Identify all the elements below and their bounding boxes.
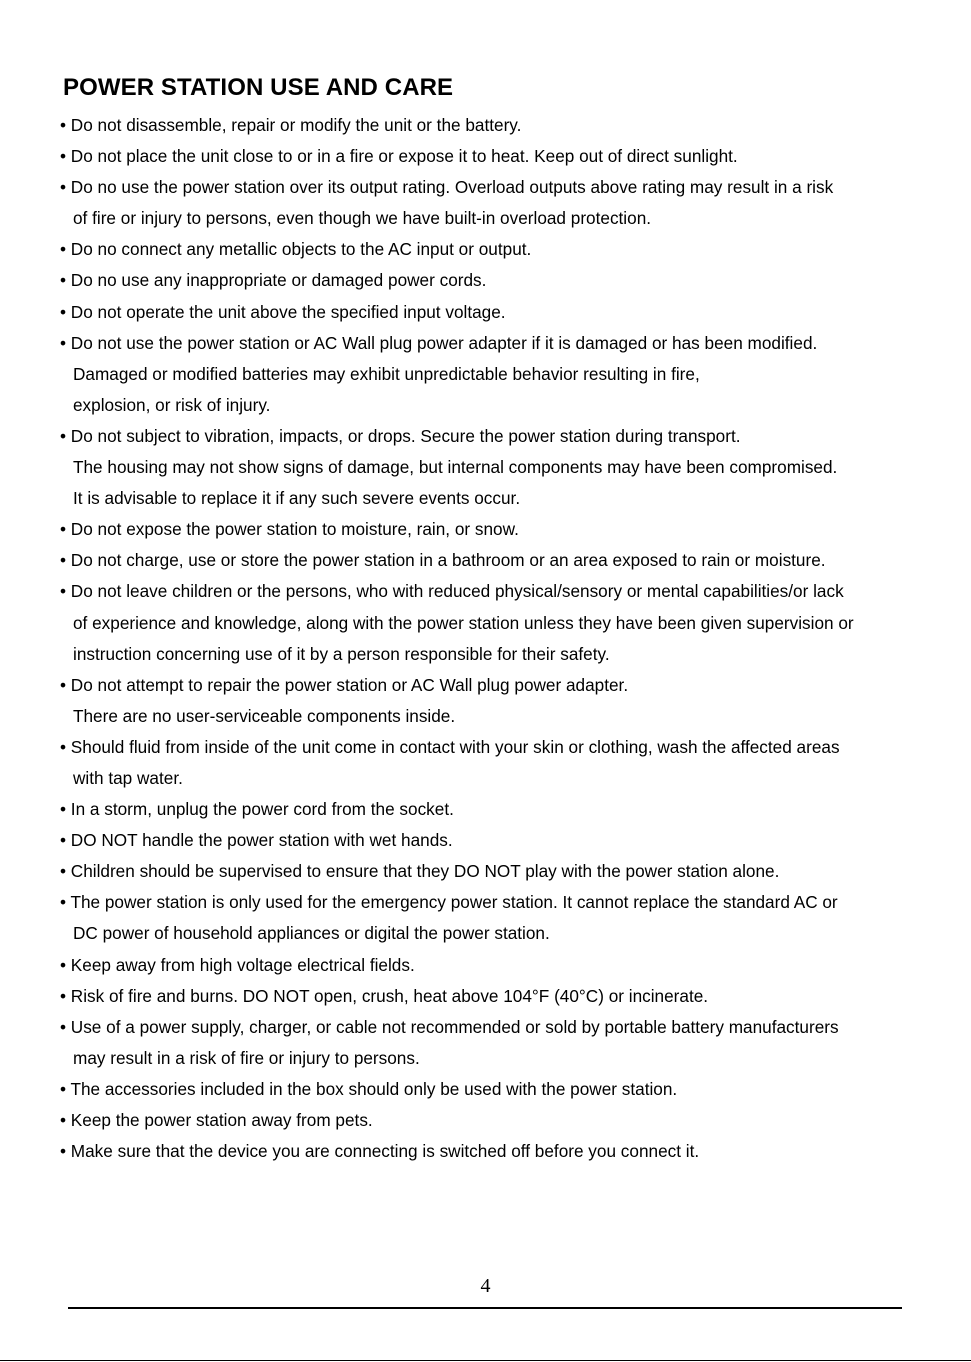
safety-instruction-item	[60, 1105, 945, 1136]
instruction-text: • Do not subject to vibration, impacts, or drops. Secure the power station during transport.	[60, 425, 741, 446]
instruction-text: • Do no connect any metallic objects to the AC input or output.	[60, 239, 532, 260]
instruction-text: • Do not place the unit close to or in a fire or expose it to heat. Keep out of direct sunlight.	[60, 146, 738, 167]
instruction-text: • Do not disassemble, repair or modify the unit or the battery.	[60, 115, 522, 135]
safety-instruction-item	[60, 1074, 945, 1105]
instruction-continuation-text: Damaged or modified batteries may exhibit unpredictable behavior resulting in fire,	[73, 363, 700, 384]
safety-instruction-item	[60, 110, 945, 141]
instruction-text: • Do not operate the unit above the specified input voltage.	[60, 301, 506, 322]
safety-instruction-item	[60, 328, 945, 421]
safety-instruction-item	[60, 265, 945, 296]
safety-instruction-item	[60, 825, 945, 856]
instruction-text: • The power station is only used for the emergency power station. It cannot replace the standard AC or	[60, 892, 838, 913]
safety-instruction-item	[60, 670, 945, 732]
safety-instruction-item	[60, 172, 945, 234]
safety-instruction-item	[60, 545, 945, 576]
page-bottom-edge	[0, 1360, 971, 1361]
instruction-text: • Do no use the power station over its output rating. Overload outputs above rating may result in a risk	[60, 177, 834, 198]
instruction-continuation-text: of fire or injury to persons, even though we have built-in overload protection.	[73, 208, 652, 229]
safety-instruction-item	[60, 234, 945, 265]
section-heading: POWER STATION USE AND CARE	[63, 74, 454, 101]
instruction-text: • Make sure that the device you are connecting is switched off before you connect it.	[60, 1141, 700, 1162]
instruction-text: • In a storm, unplug the power cord from the socket.	[60, 799, 454, 820]
footer-divider	[68, 1307, 902, 1309]
safety-instruction-item	[60, 887, 945, 949]
instruction-continuation-text: with tap water.	[73, 767, 183, 788]
safety-instruction-item	[60, 141, 945, 172]
safety-instruction-item	[60, 1012, 945, 1074]
safety-instruction-item	[60, 950, 945, 981]
instruction-text: • DO NOT handle the power station with wet hands.	[60, 830, 453, 851]
instruction-text: • Do not attempt to repair the power station or AC Wall plug power adapter.	[60, 674, 629, 695]
instruction-continuation-text: may result in a risk of fire or injury to persons.	[73, 1047, 420, 1068]
instruction-text: • Children should be supervised to ensure that they DO NOT play with the power station alone.	[60, 861, 780, 882]
instruction-text: • Keep away from high voltage electrical fields.	[60, 954, 415, 975]
instruction-text: • Do no use any inappropriate or damaged power cords.	[60, 270, 487, 291]
safety-instruction-item	[60, 576, 945, 669]
instruction-text: • Should fluid from inside of the unit come in contact with your skin or clothing, wash the affected areas	[60, 736, 840, 757]
page-number: 4	[480, 1275, 491, 1297]
instruction-text: • Risk of fire and burns. DO NOT open, crush, heat above 104°F (40°C) or incinerate.	[60, 985, 709, 1006]
safety-instruction-item	[60, 794, 945, 825]
instruction-continuation-text: of experience and knowledge, along with the power station unless they have been given supervision or	[73, 612, 854, 633]
instruction-text: • Do not expose the power station to moisture, rain, or snow.	[60, 519, 519, 540]
instruction-text: • Do not leave children or the persons, who with reduced physical/sensory or mental capabilities/or lack	[60, 581, 844, 602]
safety-instruction-item	[60, 514, 945, 545]
instruction-continuation-text: explosion, or risk of injury.	[73, 394, 271, 415]
instruction-text: • Use of a power supply, charger, or cable not recommended or sold by portable battery manufacturers	[60, 1016, 839, 1037]
safety-instruction-item	[60, 981, 945, 1012]
instruction-text: • Do not charge, use or store the power station in a bathroom or an area exposed to rain or moisture.	[60, 550, 826, 571]
safety-instruction-item	[60, 856, 945, 887]
safety-instruction-item	[60, 1136, 945, 1167]
safety-instructions-list	[60, 110, 945, 1167]
safety-instruction-item	[60, 297, 945, 328]
safety-instruction-item	[60, 732, 945, 794]
instruction-text: • Keep the power station away from pets.	[60, 1110, 373, 1130]
instruction-continuation-text: The housing may not show signs of damage, but internal components may have been compromised.	[73, 457, 838, 478]
instruction-text: • The accessories included in the box should only be used with the power station.	[60, 1078, 678, 1099]
instruction-text: • Do not use the power station or AC Wall plug power adapter if it is damaged or has been modified.	[60, 332, 818, 353]
instruction-continuation-text: There are no user-serviceable components inside.	[73, 705, 456, 726]
instruction-continuation-text: DC power of household appliances or digital the power station.	[73, 923, 550, 944]
safety-instruction-item	[60, 421, 945, 514]
instruction-continuation-text: instruction concerning use of it by a person responsible for their safety.	[73, 643, 610, 664]
instruction-continuation-text: It is advisable to replace it if any such severe events occur.	[73, 488, 521, 509]
